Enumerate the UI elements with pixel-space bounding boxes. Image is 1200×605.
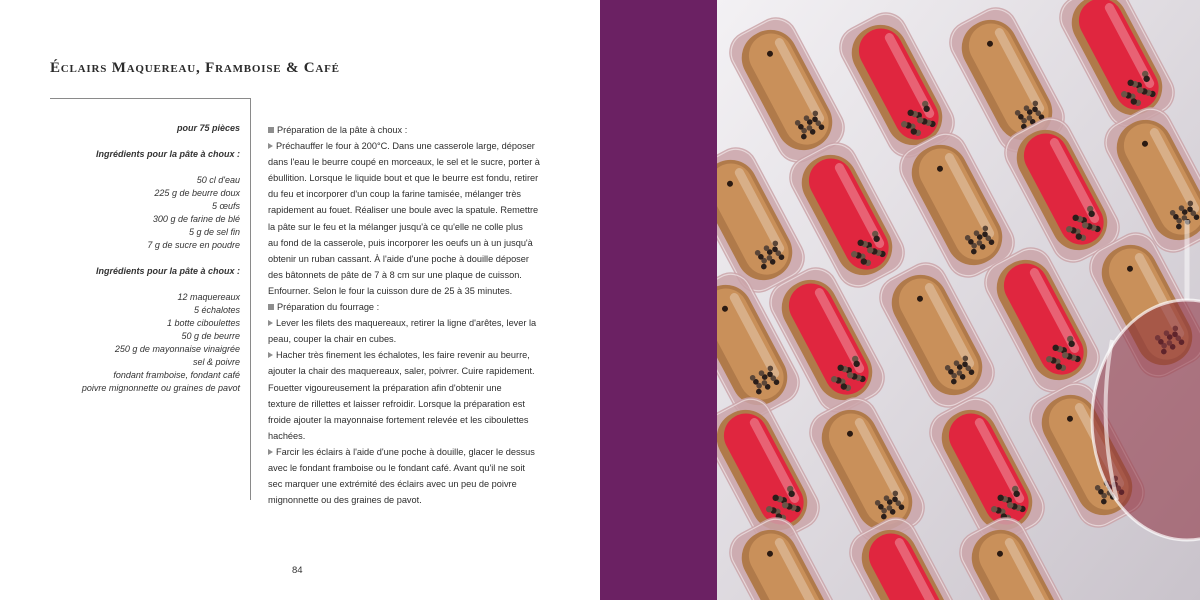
- method-line: Fouetter vigoureusement la préparation afin d'obtenir une: [268, 382, 502, 393]
- method-line: Hacher très finement les échalotes, les faire revenir au beurre,: [268, 347, 538, 363]
- method-line: avec le fondant framboise ou le fondant café. Avant qu'il ne soit: [268, 462, 525, 473]
- ingredient-item: 5 g de sel fin: [188, 227, 240, 237]
- square-bullet-icon: [268, 304, 274, 310]
- method-line: Enfourner. Selon le four la cuisson dure de 25 à 35 minutes.: [268, 285, 513, 296]
- ingredient-item: 5 échalotes: [193, 305, 240, 315]
- method-line: dans l'eau le beurre coupé en morceaux, le sel et le sucre, porter à: [268, 157, 540, 168]
- ingredients-column: [40, 122, 240, 395]
- method-line: texture de rillettes et laisser refroidir. Lorsque la préparation est: [268, 398, 525, 409]
- ingredient-item: 7 g de sucre en poudre: [147, 240, 240, 250]
- method-line: ajouter la chair des maquereaux, saler, poivrer. Cuire rapidement.: [268, 366, 535, 377]
- square-bullet-icon: [268, 127, 274, 133]
- method-line: du feu et incorporer d'un coup la farine tamisée, mélanger très: [268, 189, 522, 200]
- method-line: ébullition. Lorsque le liquide bout et que le beurre est fondu, retirer: [268, 173, 539, 184]
- ingredient-item: 1 botte ciboulettes: [166, 318, 240, 328]
- ingredient-item: 250 g de mayonnaise vinaigrée: [114, 344, 240, 354]
- triangle-bullet-icon: [268, 352, 273, 358]
- ingredient-item: sel & poivre: [192, 357, 240, 367]
- triangle-bullet-icon: [268, 320, 273, 326]
- ingredient-item: poivre mignonnette ou graines de pavot: [81, 383, 240, 393]
- method-line: obtenir un ruban cassant. À l'aide d'une poche à douille déposer: [268, 253, 529, 264]
- ingredient-item: fondant framboise, fondant café: [113, 370, 240, 380]
- method-line: froide ajouter la mayonnaise fortement relevée et les ciboulettes: [268, 414, 529, 425]
- title-divider: [50, 98, 250, 99]
- method-line: hachées.: [268, 430, 306, 441]
- ingredients-heading: Ingrédients pour la pâte à choux :: [95, 149, 240, 159]
- ingredient-item: 12 maquereaux: [177, 292, 240, 302]
- purple-band: [600, 0, 717, 600]
- triangle-bullet-icon: [268, 449, 273, 455]
- method-line: sec marquer une extrémité des éclairs avec un peu de poivre: [268, 479, 517, 490]
- method-line: Préparation de la pâte à choux :: [268, 122, 538, 138]
- method-line: peau, couper la chair en cubes.: [268, 334, 397, 345]
- ingredients-heading: Ingrédients pour la pâte à choux :: [95, 266, 240, 276]
- method-line: la pâte sur le feu et la mélanger jusqu'à ce qu'elle ne colle plus: [268, 221, 523, 232]
- triangle-bullet-icon: [268, 143, 273, 149]
- method-line: mignonnette ou des graines de pavot.: [268, 495, 422, 506]
- method-line: Préchauffer le four à 200°C. Dans une casserole large, déposer: [268, 138, 538, 154]
- method-column: [268, 122, 538, 508]
- recipe-title: Éclairs Maquereau, Framboise & Café: [50, 60, 340, 76]
- method-line: Farcir les éclairs à l'aide d'une poche à douille, glacer le dessus: [268, 444, 538, 460]
- method-line: Préparation du fourrage :: [268, 299, 538, 315]
- recipe-page: [0, 0, 600, 600]
- method-line: rapidement au fouet. Réaliser une boule avec la spatule. Remettre: [268, 205, 539, 216]
- ingredient-item: 50 g de beurre: [181, 331, 240, 341]
- page-number: 84: [292, 565, 303, 576]
- method-line: au fond de la casserole, puis incorporer les oeufs un à un jusqu'à: [268, 237, 533, 248]
- method-line: Lever les filets des maquereaux, retirer la ligne d'arêtes, lever la: [268, 315, 538, 331]
- ingredient-item: 5 œufs: [211, 201, 240, 211]
- method-line: des bâtonnets de pâte de 7 à 8 cm sur une plaque de cuisson.: [268, 269, 522, 280]
- ingredient-item: 300 g de farine de blé: [152, 214, 240, 224]
- column-divider: [250, 98, 251, 500]
- eclairs-photo: [717, 0, 1200, 600]
- eclairs-photo-image: [717, 0, 1200, 600]
- ingredient-item: 225 g de beurre doux: [154, 188, 240, 198]
- ingredient-item: 50 cl d'eau: [196, 175, 240, 185]
- recipe-yield: pour 75 pièces: [176, 123, 240, 133]
